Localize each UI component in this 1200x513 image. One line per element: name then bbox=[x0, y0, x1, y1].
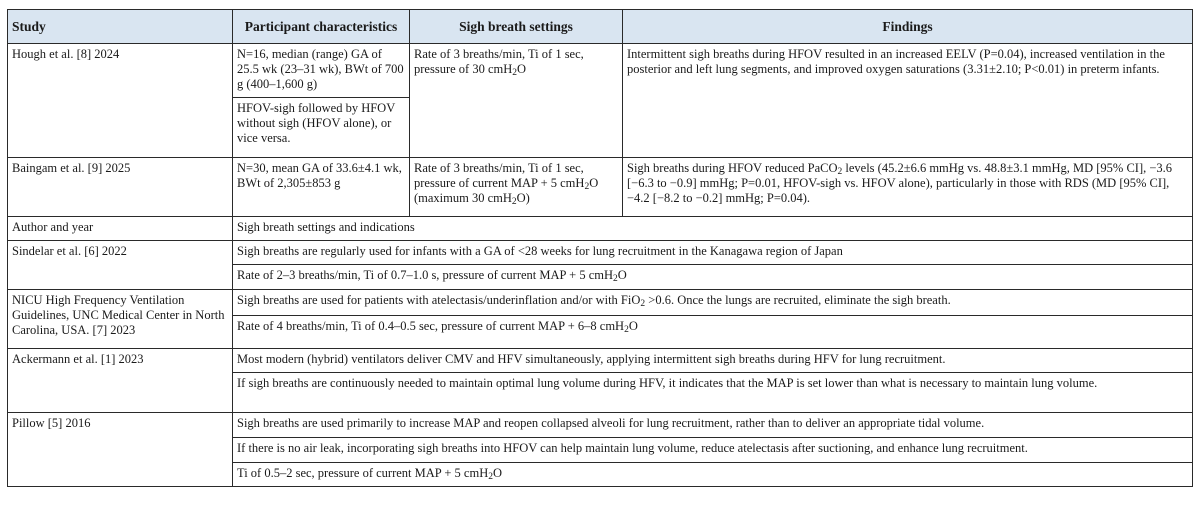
header-settings: Sigh breath settings bbox=[410, 10, 623, 44]
subheader-author: Author and year bbox=[8, 217, 233, 241]
indication-cell: Sigh breaths are used primarily to increase MAP and reopen collapsed alveoli for lung recruitment, rather than to deliver an appropriate tidal volume. bbox=[233, 413, 1193, 438]
sigh-breath-table-container bbox=[7, 9, 1193, 487]
header-study: Study bbox=[8, 10, 233, 44]
participant-cell: N=16, median (range) GA of 25.5 wk (23–31 wk), BWt of 700 g (400–1,600 g) bbox=[233, 44, 410, 98]
subheader-settings: Sigh breath settings and indications bbox=[233, 217, 1193, 241]
study-cell: Sindelar et al. [6] 2022 bbox=[8, 241, 233, 290]
participant-cell: HFOV-sigh followed by HFOV without sigh (HFOV alone), or vice versa. bbox=[233, 98, 410, 158]
settings-detail-cell: Rate of 4 breaths/min, Ti of 0.4–0.5 sec, pressure of current MAP + 6–8 cmH$_2$O bbox=[233, 316, 1193, 349]
indication-cell: Sigh breaths are regularly used for infants with a GA of <28 weeks for lung recruitment in the Kanagawa region of Japan bbox=[233, 241, 1193, 265]
study-cell: NICU High Frequency Ventilation Guidelines, UNC Medical Center in North Carolina, USA. [7] 2023 bbox=[8, 290, 233, 349]
settings-detail-cell: Rate of 2–3 breaths/min, Ti of 0.7–1.0 s, pressure of current MAP + 5 cmH$_2$O bbox=[233, 265, 1193, 290]
indication-cell: If there is no air leak, incorporating sigh breaths into HFOV can help maintain lung volume, reduce atelectasis after suctioning, and enhance lung recruitment. bbox=[233, 438, 1193, 463]
header-findings: Findings bbox=[623, 10, 1193, 44]
study-cell: Baingam et al. [9] 2025 bbox=[8, 158, 233, 217]
settings-cell: Rate of 3 breaths/min, Ti of 1 sec, pressure of current MAP + 5 cmH$_2$O (maximum 30 cmH$_2$O) bbox=[410, 158, 623, 217]
settings-detail-cell: Ti of 0.5–2 sec, pressure of current MAP + 5 cmH$_2$O bbox=[233, 463, 1193, 487]
study-cell: Ackermann et al. [1] 2023 bbox=[8, 349, 233, 413]
table-row bbox=[8, 44, 1193, 98]
findings-cell: Intermittent sigh breaths during HFOV resulted in an increased EELV (P=0.04), increased ventilation in the posterior and left lung segments, and improved oxygen saturations (3.31±2.10; P<0.01) in preterm infants. bbox=[623, 44, 1193, 158]
table-row bbox=[8, 349, 1193, 373]
indication-cell: If sigh breaths are continuously needed to maintain optimal lung volume during HFV, it indicates that the MAP is set lower than what is necessary to maintain lung volume. bbox=[233, 373, 1193, 413]
table-subheader-row bbox=[8, 217, 1193, 241]
findings-cell: Sigh breaths during HFOV reduced PaCO$_2$ levels (45.2±6.6 mmHg vs. 48.8±3.1 mmHg, MD [95% CI], −3.6 [−6.3 to −0.9] mmHg; P=0.01, HFOV-sigh vs. HFOV alone), particularly in those with RDS (MD [95% CI], −4.2 [−8.2 to −0.2] mmHg; P=0.04). bbox=[623, 158, 1193, 217]
study-cell: Hough et al. [8] 2024 bbox=[8, 44, 233, 158]
table-row bbox=[8, 158, 1193, 217]
table-row bbox=[8, 290, 1193, 316]
settings-cell: Rate of 3 breaths/min, Ti of 1 sec, pressure of 30 cmH$_2$O bbox=[410, 44, 623, 158]
table-row bbox=[8, 241, 1193, 265]
indication-cell: Most modern (hybrid) ventilators deliver CMV and HFV simultaneously, applying intermittent sigh breaths during HFV for lung recruitment. bbox=[233, 349, 1193, 373]
participant-cell: N=30, mean GA of 33.6±4.1 wk, BWt of 2,305±853 g bbox=[233, 158, 410, 217]
indication-cell: Sigh breaths are used for patients with atelectasis/underinflation and/or with FiO$_2$ >0.6. Once the lungs are recruited, eliminate the sigh breath. bbox=[233, 290, 1193, 316]
table-row bbox=[8, 413, 1193, 438]
table-header-row bbox=[8, 10, 1193, 44]
header-participant: Participant characteristics bbox=[233, 10, 410, 44]
study-cell: Pillow [5] 2016 bbox=[8, 413, 233, 487]
sigh-breath-table bbox=[7, 9, 1193, 487]
